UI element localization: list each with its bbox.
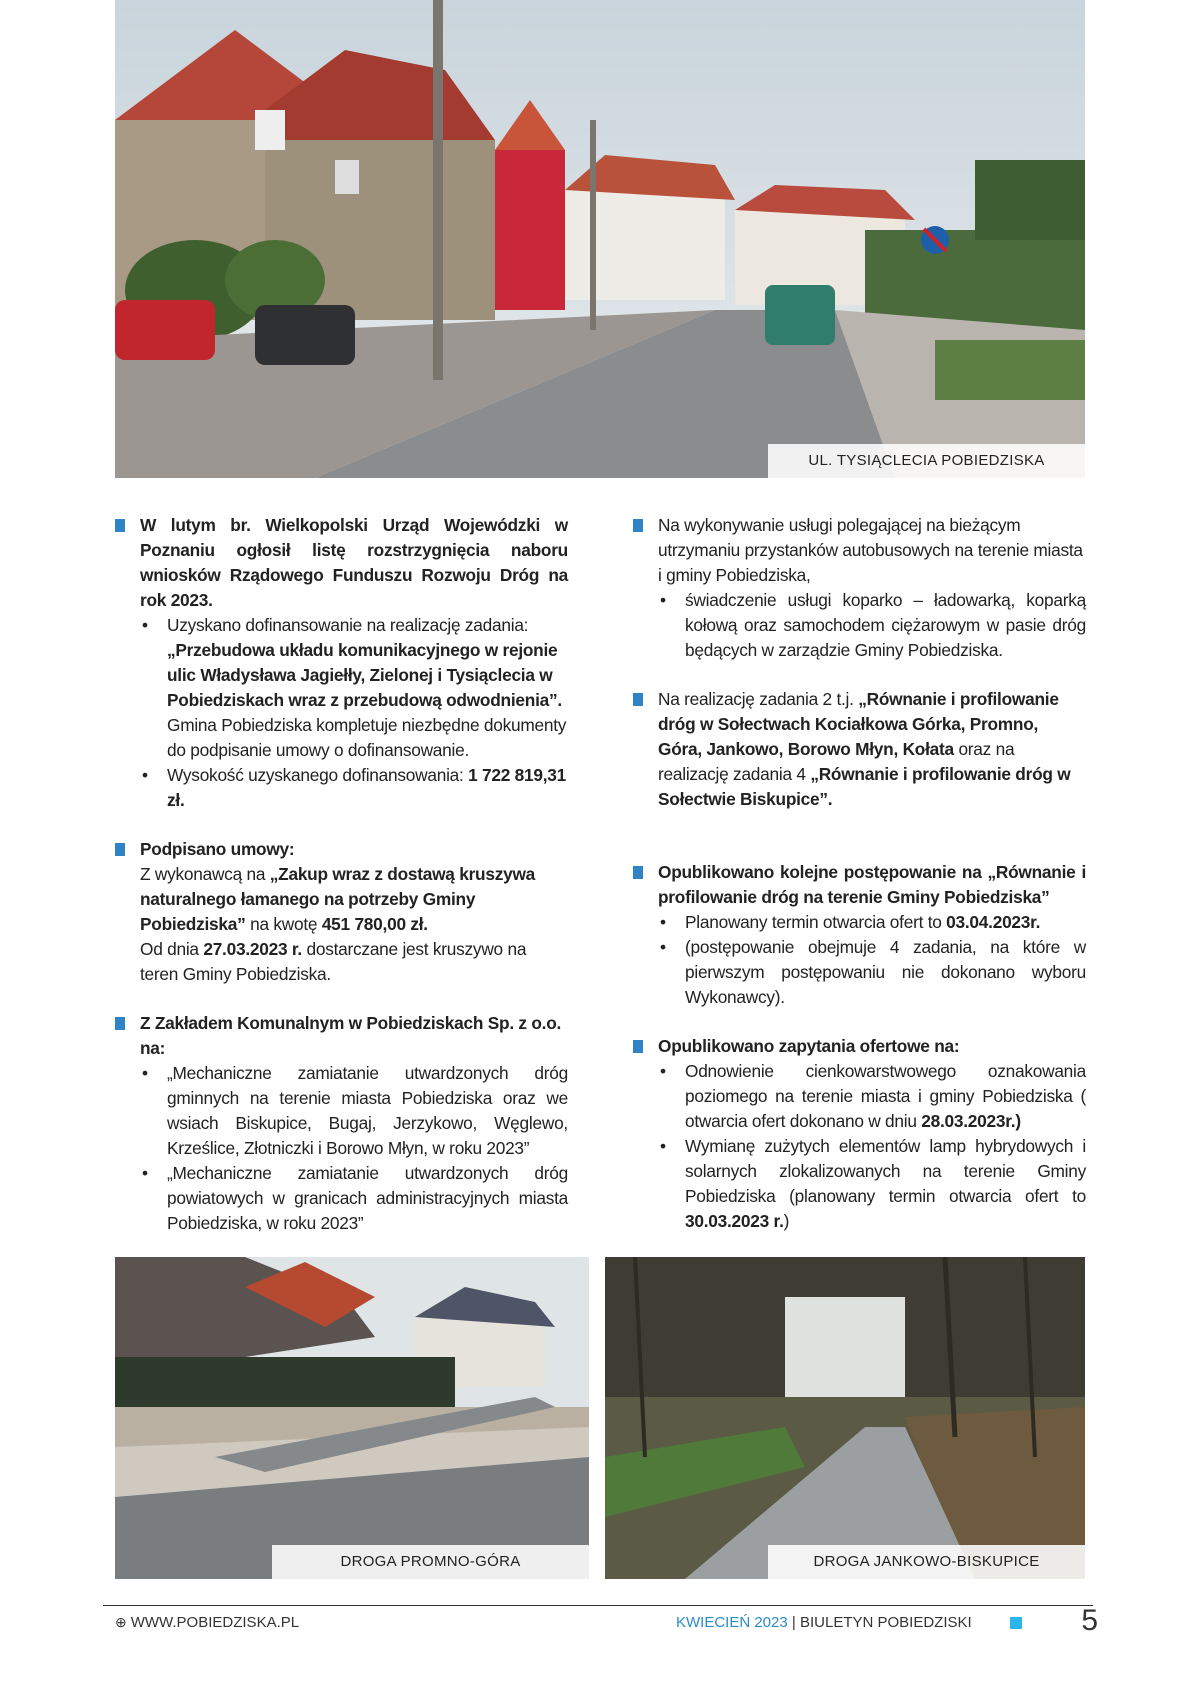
section-marker-icon: [633, 519, 643, 532]
left-column: [115, 513, 568, 1236]
bullet-list: [140, 1061, 568, 1236]
text-run-bold: „Zakup wraz z dostawą kruszywa naturalnego łamanego na potrzeby Gminy Pobiedziska”: [140, 864, 536, 934]
list-item-text: Odnowienie cienkowarstwowego oznakowania poziomego na terenie miasta i gminy Pobiedziska ( otwarcia ofert dokonano w dniu: [685, 1061, 1086, 1131]
section-text: [658, 687, 1086, 812]
list-item-text: Wysokość uzyskanego dofinansowania:: [167, 765, 469, 785]
section-zaklad-komunalny: [115, 1011, 568, 1236]
bullet-list: [658, 1059, 1086, 1234]
publication-name: BIULETYN POBIEDZISKI: [799, 1614, 972, 1631]
issue-date: KWIECIEŃ 2023: [676, 1614, 788, 1631]
globe-icon: ⊕: [115, 1614, 127, 1630]
text-run: Na realizację zadania 2 t.j.: [658, 689, 859, 709]
list-item-text: Planowany termin otwarcia ofert to: [685, 912, 947, 932]
section-marker-icon: [115, 519, 125, 532]
photo-caption-top: UL. TYSIĄCLECIA POBIEDZISKA: [768, 444, 1085, 478]
list-item-bold: 03.04.2023r.: [946, 912, 1041, 932]
list-item: [658, 1134, 1086, 1234]
section-heading: Opublikowano kolejne postępowanie na „Równanie i profilowanie dróg na terenie Gminy Pobiedziska”: [658, 862, 1086, 907]
section-rzadowy-fundusz: [115, 513, 568, 813]
footer-divider: [103, 1605, 1093, 1606]
section-heading: Opublikowano zapytania ofertowe na:: [658, 1036, 960, 1056]
section-heading: W lutym br. Wielkopolski Urząd Wojewódzki w Poznaniu ogłosił listę rozstrzygnięcia naboru wniosków Rządowego Funduszu Rozwoju Dróg na rok 2023.: [140, 515, 568, 610]
section-marker-icon: [633, 693, 643, 706]
text-run-bold: „Równanie i profilowanie dróg w Sołectwach Kociałkowa Górka, Promno, Góra, Jankowo, Borowo Młyn, Kołata: [658, 689, 1059, 759]
section-marker-icon: [633, 1040, 643, 1053]
section-heading: Podpisano umowy:: [140, 839, 295, 859]
section-marker-icon: [633, 866, 643, 879]
section-rownanie-zadania: [633, 687, 1086, 812]
section-marker-icon: [115, 843, 125, 856]
footer-accent-square-icon: [1010, 1617, 1022, 1629]
text-run-bold: „Równanie i profilowanie dróg w Sołectwie Biskupice”.: [658, 764, 1071, 809]
list-item: [140, 763, 568, 813]
text-run: na kwotę: [245, 914, 322, 934]
footer-website[interactable]: [115, 1614, 299, 1631]
text-run-bold: 451 780,00 zł.: [321, 914, 428, 934]
list-item-text: Uzyskano dofinansowanie na realizację zadania:: [167, 615, 529, 635]
list-item-bold: „Przebudowa układu komunikacyjnego w rejonie ulic Władysława Jagiełły, Zielonej i Tysiąclecia w Pobiedziskach wraz z przebudową odwodnienia”.: [167, 640, 562, 710]
list-item: • „Mechaniczne zamiatanie utwardzonych dróg gminnych na terenie miasta Pobiedziska oraz we wsiach Biskupice, Bugaj, Jerzykowo, Węglewo, Krześlice, Złotniczki i Borowo Młyn, w roku 2023”: [140, 1061, 568, 1161]
section-text: [140, 862, 568, 937]
text-run: oraz na realizację zadania 4: [658, 739, 1015, 784]
list-item: • (postępowanie obejmuje 4 zadania, na które w pierwszym postępowaniu nie dokonano wyboru Wykonawcy).: [658, 935, 1086, 1010]
footer-separator: |: [791, 1614, 796, 1631]
section-zapytania-ofertowe: [633, 1034, 1086, 1234]
section-text: [140, 937, 568, 987]
bullet-list: [140, 613, 568, 813]
forest-road-photo-illustration: [605, 1257, 1085, 1579]
road-photo-illustration: [115, 1257, 589, 1579]
list-item: [658, 1059, 1086, 1134]
section-kolejne-postepowanie: [633, 860, 1086, 1010]
list-item-text: Wymianę zużytych elementów lamp hybrydowych i solarnych zlokalizowanych na terenie Gminy Pobiedziska (planowany termin otwarcia ofert to: [685, 1136, 1086, 1206]
list-item: [140, 613, 568, 763]
list-item: • „Mechaniczne zamiatanie utwardzonych dróg powiatowych w granicach administracyjnych miasta Pobiedziska, w roku 2023”: [140, 1161, 568, 1236]
page-number: 5: [1081, 1604, 1098, 1637]
list-item-text: Gmina Pobiedziska kompletuje niezbędne dokumenty do podpisanie umowy o dofinansowanie.: [167, 715, 567, 760]
footer-publication-info: [676, 1614, 972, 1631]
bullet-list: [658, 910, 1086, 1010]
photo-caption-bottom-right: DROGA JANKOWO-BISKUPICE: [768, 1545, 1085, 1579]
text-run-bold: 27.03.2023 r.: [203, 939, 302, 959]
section-marker-icon: [115, 1017, 125, 1030]
photo-droga-jankowo-biskupice: [605, 1257, 1085, 1579]
bullet-list: [658, 588, 1086, 663]
list-item: • świadczenie usługi koparko – ładowarką, koparką kołową oraz samochodem ciężarowym w pasie dróg będących w zarządzie Gminy Pobiedziska.: [658, 588, 1086, 663]
section-przystanki: [633, 513, 1086, 663]
text-run: Z wykonawcą na: [140, 864, 270, 884]
list-item-bold: 1 722 819,31 zł.: [167, 765, 567, 810]
website-link[interactable]: WWW.POBIEDZISKA.PL: [130, 1614, 300, 1631]
right-column: [633, 513, 1086, 1234]
list-item-bold: 30.03.2023 r.: [685, 1211, 784, 1231]
list-item-text: ): [783, 1211, 790, 1231]
photo-droga-promno-gora: [115, 1257, 589, 1579]
text-run: Od dnia: [140, 939, 204, 959]
photo-street-tysiaclecia: [115, 0, 1085, 478]
photo-caption-bottom-left: DROGA PROMNO-GÓRA: [272, 1545, 589, 1579]
text-run: dostarczane jest kruszywo na teren Gminy Pobiedziska.: [140, 939, 527, 984]
list-item-bold: 28.03.2023r.): [921, 1111, 1021, 1131]
section-podpisano-umowy: [115, 837, 568, 987]
street-photo-illustration: [115, 0, 1085, 478]
section-text: Na wykonywanie usługi polegającej na bieżącym utrzymaniu przystanków autobusowych na terenie miasta i gminy Pobiedziska,: [658, 515, 1083, 585]
section-heading: Z Zakładem Komunalnym w Pobiedziskach Sp. z o.o. na:: [140, 1013, 562, 1058]
list-item: [658, 910, 1086, 935]
